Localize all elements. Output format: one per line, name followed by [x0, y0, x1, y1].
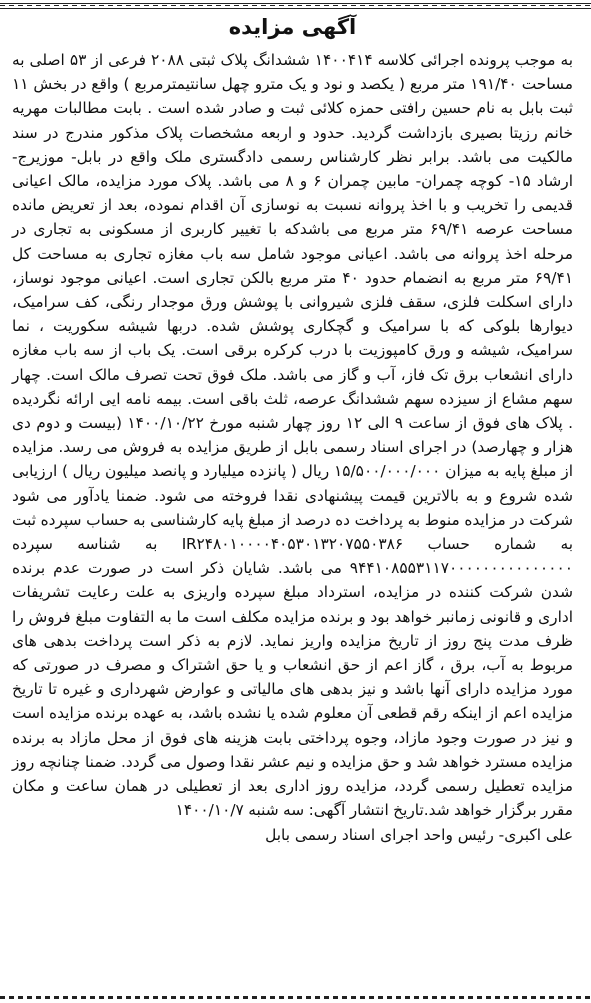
- bottom-border: [0, 996, 591, 999]
- top-border: [0, 3, 591, 9]
- notice-signature: علی اکبری- رئیس واحد اجرای اسناد رسمی بابل: [265, 825, 573, 844]
- notice-body: به موجب پرونده اجرائی کلاسه ۱۴۰۰۴۱۴ ششدانگ پلاک ثبتی ۲۰۸۸ فرعی از ۵۳ اصلی به مساحت ۱۹۱/۴۰ متر مربع ( یکصد و نود و یک مترو چهل سانتیمترمربع ) واقع در بخش ۱۱ ثبت بابل به نام حسین رافتی حمزه کلائی ثبت و صادر شده است . بابت مطالبات مهریه خانم رزیتا بصیری بازداشت گردید. حدود و اربعه مشخصات پلاک مذکور مندرج در سند مالکیت می باشد. برابر نظر کارشناس رسمی دادگستری ملک واقع در بابل- موزیرج- ارشاد ۱۵- کوچه چمران- مابین چمران ۶ و ۸ می باشد. پلاک مورد مزایده، مالک اعیانی قدیمی را تخریب و با اخذ پروانه نسبت به نوسازی آن اقدام نموده، بعد از تعریض مانده مساحت عرصه ۶۹/۴۱ متر مربع می باشدکه با تغییر کاربری از مسکونی به تجاری در مرحله اخذ پروانه می باشد. اعیانی موجود شامل سه باب مغازه تجاری به مساحت کل ۶۹/۴۱ متر مربع به انضمام حدود ۴۰ متر مربع بالکن تجاری است. اعیانی موجود نوساز، دارای اسکلت فلزی، سقف فلزی شیروانی با پوشش ورق موجدار رنگی، کف سرامیک، دیوارها بلوکی که با سرامیک و گچکاری پوشش شده. دربها شیشه سکوریت ، نما سرامیک، شیشه و ورق کامپوزیت با درب کرکره برقی است. یک باب از سه باب مغازه دارای انشعاب برق تک فاز، آب و گاز می باشد. ملک فوق تحت تصرف مالک است. چهار سهم مشاع از سیزده سهم ششدانگ عرصه، ثلث باقی است. بیمه نامه ایی ارائه نگردیده . پلاک های فوق از ساعت ۹ الی ۱۲ روز چهار شنبه مورخ ۱۴۰۰/۱۰/۲۲ (بیست و دوم دی هزار و چهارصد) در اجرای اسناد رسمی بابل از طریق مزایده به فروش می رسد. مزایده از مبلغ پایه به میزان ۱۵/۵۰۰/۰۰۰/۰۰۰ ریال ( پانزده میلیارد و پانصد میلیون ریال ) ارزیابی شده شروع و به بالاترین قیمت پیشنهادی نقدا فروخته می شود. ضمنا یادآور می شود شرکت در مزایده منوط به پرداخت ده درصد از مبلغ پایه کارشناسی به حساب سپرده ثبت به شماره حساب IR۲۴۸۰۱۰۰۰۰۴۰۵۳۰۱۳۲۰۷۵۵۰۳۸۶ به شناسه سپرده ۹۴۴۱۰۸۵۵۳۱۱۷۰۰۰۰۰۰۰۰۰۰۰۰۰۰۰ می باشد. شایان ذکر است در صورت عدم برنده شدن شرکت کننده در مزایده، استرداد مبلغ سپرده واریزی به علت رعایت تشریفات اداری و قانونی زمانبر خواهد بود و برنده مزایده مکلف است ما به التفاوت مبلغ فروش را ظرف مدت پنج روز از تاریخ مزایده واریز نماید. لازم به ذکر است پرداخت بدهی های مربوط به آب، برق ، گاز اعم از حق انشعاب و یا حق اشتراک و مصرف در صورتی که مورد مزایده دارای آنها باشد و نیز بدهی های مالیاتی و عوارض شهرداری و غیره تا تاریخ مزایده اعم از اینکه رقم قطعی آن معلوم شده یا نشده باشد، به عهده برنده مزایده است و نیز در صورت وجود مازاد، وجوه پرداختی بابت هزینه های فوق از محل مازاد به برنده مزایده مسترد خواهد شد و حق مزایده و نیم عشر نقدا وصول می گردد. ضمنا چنانچه روز مزایده تعطیل رسمی گردد، مزایده روز اداری بعد از تعطیلی در همان ساعت و مکان مقرر برگزار خواهد شد.تاریخ انتشار آگهی: سه شنبه ۱۴۰۰/۱۰/۷: [12, 51, 573, 820]
- notice-title: آگهی مزایده: [228, 15, 357, 39]
